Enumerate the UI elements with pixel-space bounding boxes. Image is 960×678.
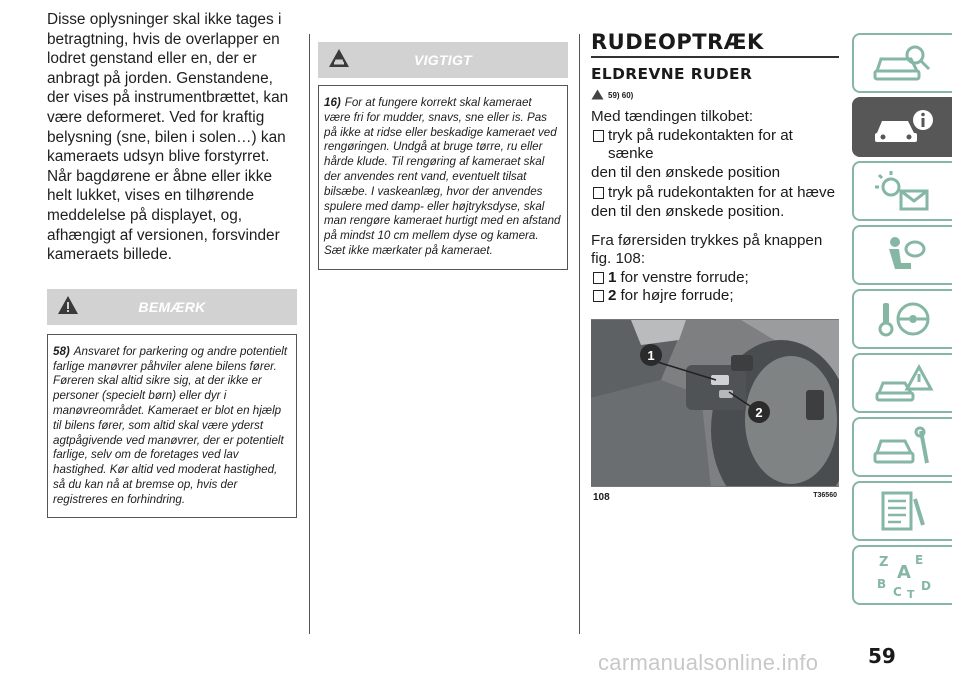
important-header bbox=[318, 42, 568, 78]
callout-2-label: 2 bbox=[755, 404, 763, 420]
svg-text:E: E bbox=[915, 553, 924, 567]
important-body bbox=[318, 85, 568, 270]
car-service-icon bbox=[871, 425, 935, 469]
svg-text:T: T bbox=[907, 588, 915, 600]
tab-car-info[interactable] bbox=[852, 97, 952, 157]
subsection-heading: ELDREVNE RUDER bbox=[591, 65, 753, 83]
section-heading: RUDEOPTRÆK bbox=[591, 30, 764, 54]
tab-dashboard-lights[interactable] bbox=[852, 161, 952, 221]
intro-paragraph: Disse oplysninger skal ikke tages i betragtning, hvis de overlapper en lodret genstand eller en, der er anbragt på jorden. Genstandene, der vises på instrumentbrættet, kan være deformeret. Ved for kraftig belysning (sne, bilen i solen…) kan kameraets udsyn blive forstyrret. Når bagdørene er åbne eller ikke helt lukket, vises en tilhørende meddelelse på displayet, og, afhængigt af versionen, forsvinder kameraets billede. bbox=[47, 11, 289, 264]
key-steering-icon bbox=[871, 297, 935, 341]
svg-text:D: D bbox=[921, 579, 931, 593]
note-body bbox=[47, 334, 297, 519]
bullet-raise-continuation: den til den ønskede position. bbox=[591, 202, 785, 220]
left-column bbox=[47, 10, 297, 518]
svg-text:B: B bbox=[877, 577, 887, 591]
window-switch-figure bbox=[591, 319, 839, 487]
page-number: 59 bbox=[868, 644, 896, 668]
right-column bbox=[591, 30, 839, 503]
car-info-icon bbox=[871, 105, 935, 149]
item-text: for højre forrude; bbox=[620, 287, 734, 305]
column-divider bbox=[579, 34, 580, 634]
svg-text:C: C bbox=[893, 585, 902, 599]
svg-text:Z: Z bbox=[879, 555, 889, 570]
tab-alphabet-index[interactable] bbox=[852, 545, 952, 605]
item-right-window bbox=[591, 287, 839, 306]
reference-line bbox=[591, 89, 839, 100]
important-title: VIGTIGT bbox=[413, 52, 473, 68]
figure-number: 108 bbox=[593, 491, 610, 503]
bullet-raise bbox=[591, 184, 839, 203]
tab-car-search[interactable] bbox=[852, 33, 952, 93]
column-divider bbox=[309, 34, 310, 634]
note-ref: 58) bbox=[53, 344, 70, 358]
warning-small-icon bbox=[591, 89, 604, 100]
alphabet-index-icon bbox=[871, 550, 935, 600]
tab-key-steering[interactable] bbox=[852, 289, 952, 349]
important-text: For at fungere korrekt skal kameraet være fri for mudder, snavs, sne eller is. Pas på ikke at ridse eller beskadige kameraet ved rengøringen. Undgå at bruge tørre, ru eller hårde klude. Til rengøring af kameraet skal der anvendes rent vand, eventuelt tilsat bilsæbe. I vaskeanlæg, hvor der anvendes spulere med damp- eller højtryksdyse, skal man rengøre kameraet hurtigt med en afstand på mindst 10 cm mellem dyse og kamera. Sæt ikke mærkater på kameraet. bbox=[324, 96, 561, 257]
door-panel-illustration bbox=[591, 320, 839, 487]
middle-column bbox=[318, 42, 568, 270]
dashboard-lights-icon bbox=[871, 169, 935, 213]
bullet-box-icon bbox=[593, 187, 604, 199]
reference-numbers: 59) 60) bbox=[608, 91, 634, 100]
item-number: 1 bbox=[608, 268, 617, 286]
item-text: for venstre forrude; bbox=[620, 268, 749, 286]
bullet-raise-text: tryk på rudekontakten for at hæve bbox=[608, 184, 836, 202]
item-left-window bbox=[591, 269, 839, 288]
ignition-text: Med tændingen tilkobet: bbox=[591, 108, 754, 125]
figure-code: T36560 bbox=[813, 491, 837, 499]
tab-warning-road[interactable] bbox=[852, 353, 952, 413]
bullet-lower bbox=[591, 127, 839, 164]
bullet-box-icon bbox=[593, 290, 604, 302]
driver-side-text: Fra førersiden trykkes på knappen fig. 108: bbox=[591, 231, 823, 268]
bullet-box-icon bbox=[593, 130, 604, 142]
heading-rule bbox=[591, 56, 839, 58]
car-search-icon bbox=[871, 41, 935, 85]
callout-1-label: 1 bbox=[647, 347, 655, 363]
note-header bbox=[47, 289, 297, 325]
bullet-lower-text: tryk på rudekontakten for at sænke bbox=[608, 126, 793, 163]
airbag-seat-icon bbox=[871, 233, 935, 277]
note-text: Ansvaret for parkering og andre potentielt farlige manøvrer påhviler alene bilens fører. Føreren skal altid sikre sig, at der ikke er personer (specielt børn) eller dyr i manøvreområdet. Kameraet er blot en hjælp til bilens fører, som altid skal være yderst agtpågivende ved manøvrer, der er potentielt farlige, selv om de foretages ved lav hastighed. Kør altid ved moderat hastighed, så du kan nå at bremse op, hvis der registreres en forhindring. bbox=[53, 344, 288, 506]
chapter-tabs bbox=[852, 33, 954, 609]
watermark: carmanualsonline.info bbox=[598, 650, 819, 675]
bullet-box-icon bbox=[593, 272, 604, 284]
note-title: BEMÆRK bbox=[138, 298, 206, 315]
important-ref: 16) bbox=[324, 96, 341, 109]
svg-text:A: A bbox=[897, 562, 911, 583]
warning-road-icon bbox=[871, 361, 935, 405]
figure-caption bbox=[591, 492, 839, 503]
item-number: 2 bbox=[608, 287, 617, 305]
checklist-icon bbox=[871, 489, 935, 533]
tab-car-service[interactable] bbox=[852, 417, 952, 477]
tab-airbag-seat[interactable] bbox=[852, 225, 952, 285]
tab-checklist[interactable] bbox=[852, 481, 952, 541]
bullet-lower-continuation: den til den ønskede position bbox=[591, 163, 781, 181]
